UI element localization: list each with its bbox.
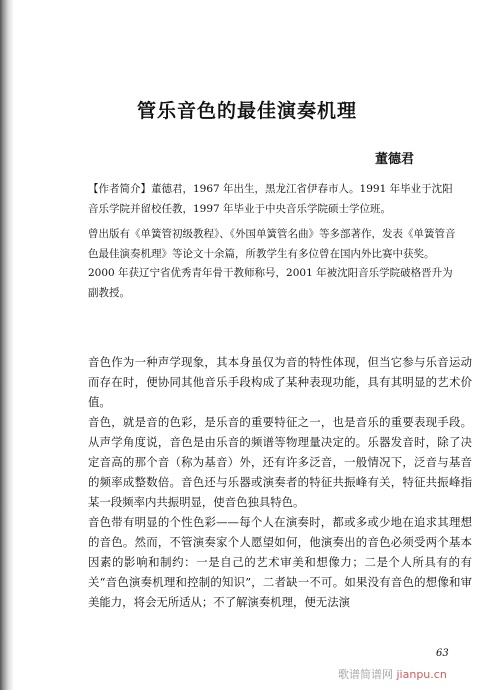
article-title: 管乐音色的最佳演奏机理	[136, 100, 357, 122]
body-paragraph: 音色带有明显的个性色彩——每个人在演奏时，都或多或少地在追求其理想的音色。然而，不管演奏家个人愿望如何，他演奏出的音色必须受两个基本因素的影响和制约：一是自己的艺术审美和想像力；二是个人所具有的有关“音色演奏机理和控制的知识”，二者缺一不可。如果没有音色的想像和审美能力，将会无所适从；不了解演奏机理，便无法演	[88, 515, 472, 609]
page-number: 63	[436, 648, 449, 659]
body-paragraph: 音色作为一种声学现象，其本身虽仅为音的特性体现，但当它参与乐音运动而存在时，便协同其他音乐手段构成了某种表现功能，具有其明显的艺术价值。	[88, 355, 472, 409]
article-body	[88, 352, 472, 612]
watermark-url: jianpu.cn	[396, 668, 447, 681]
intro-paragraph: 【作者简介】董德君，1967 年出生，黑龙江省伊春市人。1991 年毕业于沈阳音乐学院并留校任教，1997 年毕业于中央音乐学院硕士学位班。	[88, 183, 453, 215]
site-watermark	[338, 666, 447, 682]
watermark-site-name: 歌谱简谱网	[338, 668, 393, 681]
intro-paragraph: 曾出版有《单簧管初级教程》、《外国单簧管名曲》等多部著作，发表《单簧管音色最佳演奏机理》等论文十余篇，所教学生有多位曾在国内外比赛中获奖。2000 年获辽宁省优秀青年骨干教师称号，2001 年被沈阳音乐学院破格晋升为副教授。	[88, 228, 456, 299]
author-name: 董德君	[375, 152, 415, 167]
author-intro	[88, 180, 460, 303]
body-paragraph: 音色，就是音的色彩，是乐音的重要特征之一，也是音乐的重要表现手段。从声学角度说，音色是由乐音的频谱等物理量决定的。乐器发音时，除了决定音高的那个音（称为基音）外，还有许多泛音，一般情况下，泛音与基音的频率成整数倍。音色还与乐器或演奏者的特征共振峰有关，特征共振峰指某一段频率内共振明显，使音色独具特色。	[88, 415, 472, 509]
